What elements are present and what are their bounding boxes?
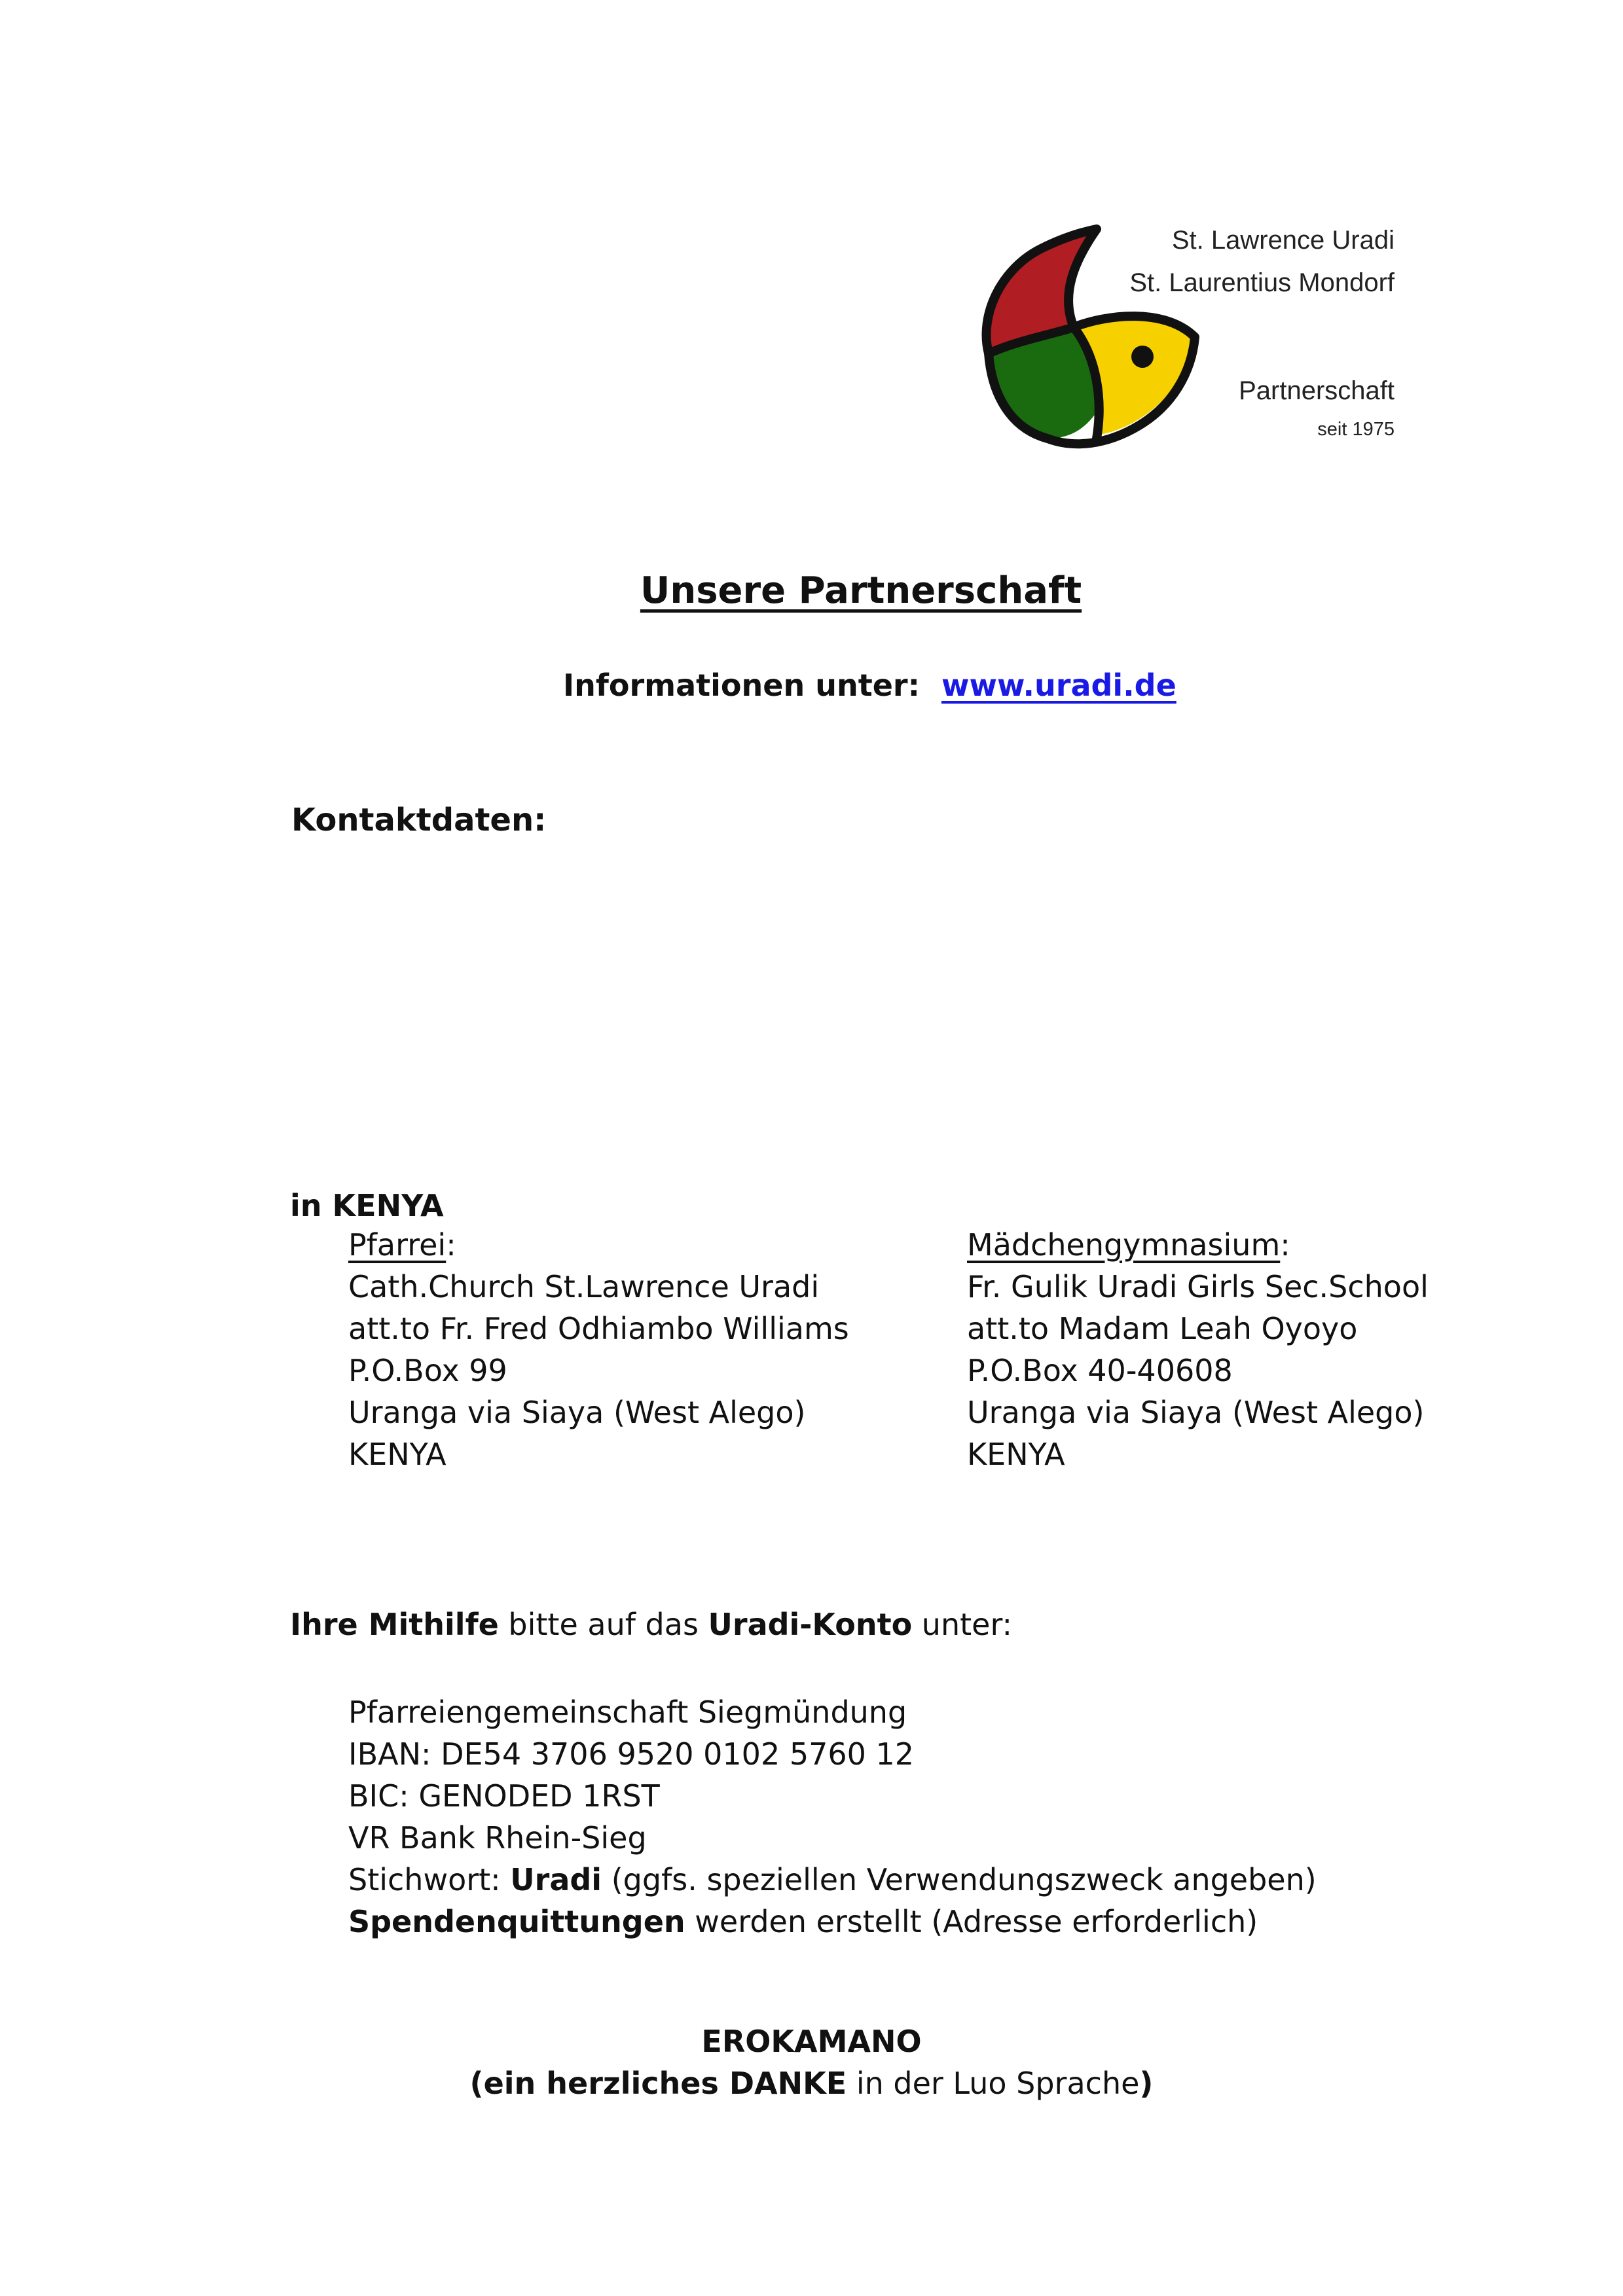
logo-text-line3: Partnerschaft	[1239, 376, 1395, 405]
website-link[interactable]: www.uradi.de	[941, 668, 1176, 703]
school-line: Fr. Gulik Uradi Girls Sec.School	[967, 1269, 1429, 1304]
parish-line: att.to Fr. Fred Odhiambo Williams	[348, 1311, 849, 1346]
closing-thanks-bold: (ein herzliches DANKE	[469, 2066, 847, 2101]
closing-thanks-text: in der Luo Sprache	[847, 2066, 1140, 2101]
closing-thanks-close: )	[1139, 2066, 1154, 2101]
info-row	[563, 668, 1176, 703]
bank-bic: BIC: GENODED 1RST	[348, 1778, 660, 1814]
parish-line: P.O.Box 99	[348, 1353, 507, 1388]
keyword-label: Stichwort:	[348, 1862, 511, 1897]
kenya-label: in KENYA	[290, 1188, 444, 1223]
bank-keyword-row	[348, 1859, 1317, 1901]
donation-intro	[290, 1607, 1012, 1642]
parish-line: Uranga via Siaya (West Alego)	[348, 1395, 806, 1430]
school-line: P.O.Box 40-40608	[967, 1353, 1233, 1388]
bank-details	[348, 1691, 1317, 1943]
keyword-note: (ggfs. speziellen Verwendungszweck angeben)	[602, 1862, 1317, 1897]
receipt-bold: Spendenquittungen	[348, 1904, 685, 1939]
school-address	[967, 1224, 1429, 1475]
page-title: Unsere Partnerschaft	[640, 569, 1082, 612]
donation-intro-bold2: Uradi-Konto	[708, 1607, 913, 1642]
parish-heading: Pfarrei	[348, 1227, 447, 1263]
logo-text-line4: seit 1975	[1317, 419, 1395, 440]
bank-name: VR Bank Rhein-Sieg	[348, 1820, 647, 1856]
receipt-text: werden erstellt (Adresse erforderlich)	[685, 1904, 1258, 1939]
contact-heading: Kontaktdaten:	[291, 802, 547, 838]
logo	[976, 223, 1218, 452]
parish-heading-colon: :	[446, 1227, 456, 1263]
donation-intro-bold1: Ihre Mithilfe	[290, 1607, 499, 1642]
parish-line: KENYA	[348, 1437, 447, 1472]
school-heading-colon: :	[1280, 1227, 1290, 1263]
fish-icon	[976, 223, 1218, 452]
logo-text-line1: St. Lawrence Uradi	[1171, 226, 1395, 255]
keyword-value: Uradi	[510, 1862, 602, 1897]
info-label: Informationen unter:	[563, 668, 920, 703]
bank-holder: Pfarreiengemeinschaft Siegmündung	[348, 1695, 907, 1730]
logo-text-line2: St. Laurentius Mondorf	[1129, 268, 1395, 297]
donation-intro-text1: bitte auf das	[498, 1607, 708, 1642]
parish-heading-row	[348, 1224, 849, 1266]
school-line: KENYA	[967, 1437, 1065, 1472]
school-line: att.to Madam Leah Oyoyo	[967, 1311, 1358, 1346]
logo-eye	[1131, 346, 1154, 368]
bank-iban: IBAN: DE54 3706 9520 0102 5760 12	[348, 1736, 915, 1772]
closing-erokamano: EROKAMANO	[701, 2024, 922, 2059]
closing-thanks	[0, 2066, 1623, 2101]
parish-line: Cath.Church St.Lawrence Uradi	[348, 1269, 820, 1304]
donation-intro-text2: unter:	[912, 1607, 1013, 1642]
school-heading-row	[967, 1224, 1429, 1266]
school-line: Uranga via Siaya (West Alego)	[967, 1395, 1425, 1430]
school-heading: Mädchengymnasium	[967, 1227, 1281, 1263]
parish-address	[348, 1224, 849, 1475]
bank-receipt-row	[348, 1901, 1317, 1943]
